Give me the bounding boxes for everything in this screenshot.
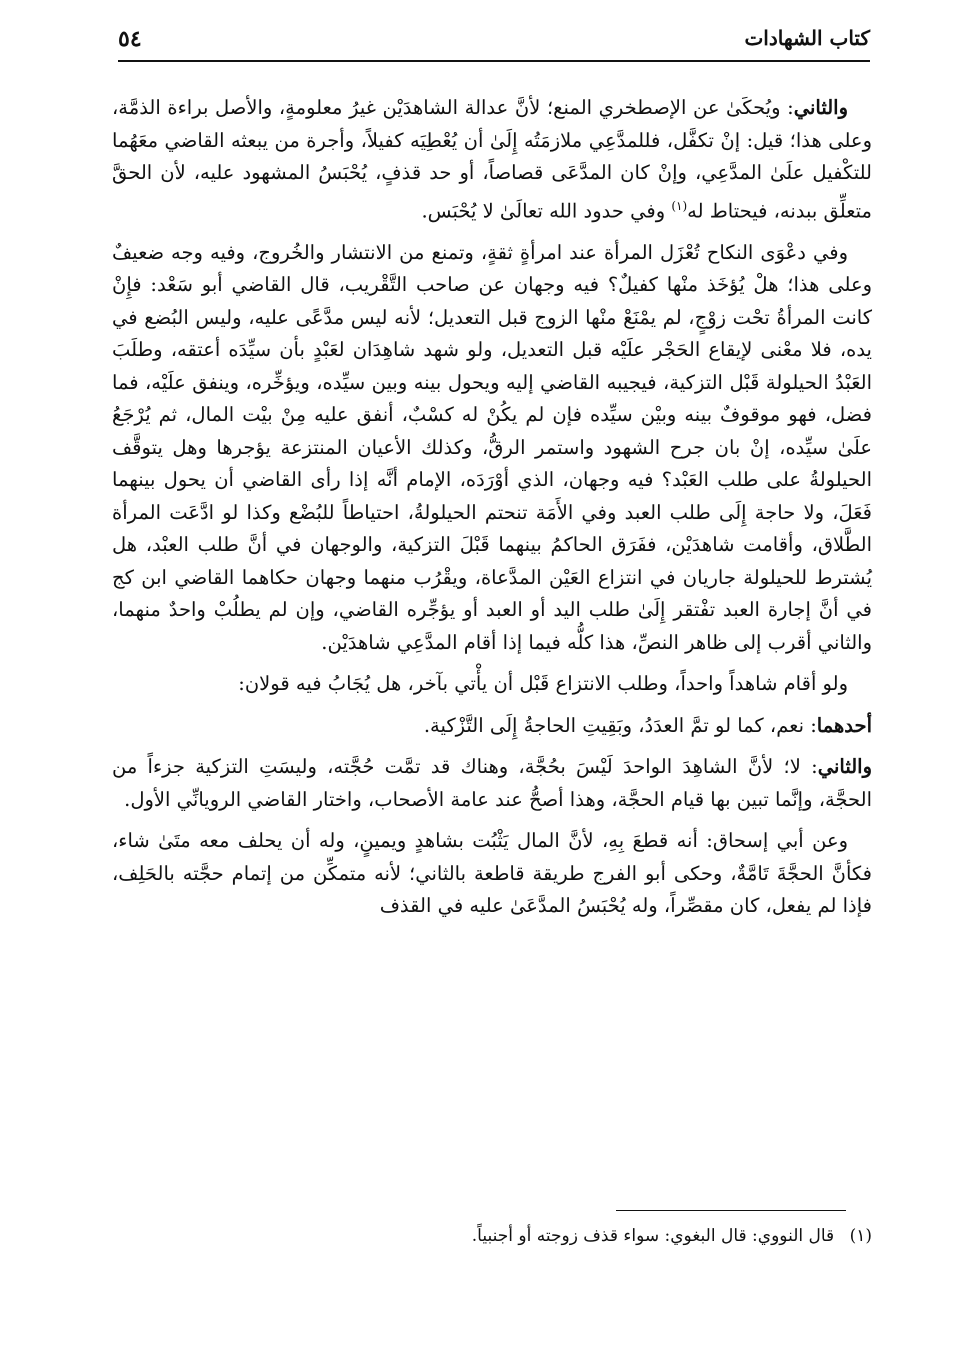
paragraph-text: وفي دعْوَى النكاح تُعْزَل المرأة عند امرأةٍ ثقةٍ، وتمنع من الانتشار والخُروج، وفيه وجه ضعيفٌ وعلى هذا؛ هلْ يُؤخَذ منْها كفيلٌ؟ فيه وجهان عن صاحب التَّقْريب، قال القاضي أبو سَعْد: فإِنْ كانت المرأةُ تحْت زوْجٍ، لم يمْنَعْ منْها الزوج قبل التعديل؛ لأنه ليس مدَّعًى عليه، وليس البُضع في يده، فلا معْنى لإيقاع الحَجْر علَيْه قبل التعديل، ولو شهد شاهِدَان لعَبْدٍ بأن سيِّدَه أعتقه، وطلَبَ العَبْدُ الحيلولة قَبْل التزكية، فيجيبه القاضي إليه ويحول بينه وبين سيِّده، ويؤخِّره، وينفق علَيْه، فما فضل، فهو موقوفٌ بينه وبيْن سيِّده فإن لم يكُنْ له كسْبٌ، أنفق عليه مِنْ بيْت المال، ثم يُرْجَعُ علَىٰ سيِّده، إنْ بان جرح الشهود واستمر الرقُّ، وكذلك الأعيان المنتزعة يؤجرها وهل يتوقَّف الحيلولةُ على طلب العَبْد؟ فيه وجهان، الذي أوْرَدَه، الإمام أنَّه إذا رأى القاضي أن يحول بينهما فَعَلَ، ولا حاجة إِلَى طلب العبد وفي الأَمَة تنحتم الحيلولةُ، احتياطاً للبُضْع وكذا لو ادَّعَت المرأة الطَّلاق، وأقامت شاهدَيْن، ففَرَق الحاكمُ بينهما قَبْلَ التزكية، والوجهان في أنَّ طلب العبْد، هل يُشترط للحيلولة جاريان في انتزاع العَيْن المدَّعاة، ويقْرُب منهما وجهان حكاهما القاضي ابن كج في أنَّ إجارة العبد تفْتقر إِلَىٰ طلب اليد أو العبد أو يؤجِّره القاضي، وإن لم يطلُبْ واحدٌ منهما، والثاني أقرب إلى ظاهر النصِّ، هذا كلُّه فيما إذا أقام المدَّعِي شاهدَيْن. [112, 240, 872, 654]
footnote-text: قال النووي: قال البغوي: سواء قذف زوجته أو أجنبياً. [471, 1226, 835, 1246]
paragraph-text: ولو أقام شاهداً واحداً، وطلب الانتزاع قَبْل أن يأْتي بآخر، هل يُجَابُ فيه قولان: [238, 672, 848, 695]
paragraph-4 [112, 710, 872, 743]
chapter-title: كتاب الشهادات [744, 26, 870, 50]
paragraph-text: : نعم، كما لو تمَّ العدَدُ، وبَقِيتِ الحاجةُ إِلَى التَّزْكية. [423, 713, 817, 737]
paragraph-text: : لا؛ لأنَّ الشاهِدَ الواحدَ لَيْسَ بحُجَّة، وهناك قد تمَّت حُجَّته، وليسَتِ التزكية جزءاً من الحجَّة، وإنَّما تبين بها قيام الحجَّة، وهذا أصحُّ عند عامة الأصحاب، واختار القاضي الرويانِّي الأول. [112, 755, 872, 811]
paragraph-6 [112, 825, 872, 923]
paragraph-3 [112, 668, 872, 701]
running-header [118, 26, 870, 62]
paragraph-tail: وفي حدود الله تعالَىٰ لا يُحْبَس. [421, 199, 672, 222]
paragraph-text: وعن أبي إسحاق: أنه قطعَ بِهِ، لأنَّ المال يَثْبُت بشاهدٍ ويمينٍ، وله أن يحلف معه متَىٰ شاء، فكأنَّ الحجَّةَ تَامَّةٌ، وحكى أبو الفرج طريقة قاطعة بالثاني؛ لأنه متمكِّن من إتمام حجَّته بالحَلِف، فإذا لم يفعل، كان مقصِّراً، وله يُحْبَسُ المدَّعَىٰ عليه في القذف [112, 829, 872, 917]
footnote [112, 1222, 872, 1250]
footnote-reference: (١) [671, 198, 688, 213]
paragraph-text: : ويُحكَىٰ عن الإصطخري المنع؛ لأنَّ عدالة الشاهدَيْن غيرُ معلومةٍ، والأصل براءة الذمَّة، وعلى هذا؛ قيل: إنْ تكفَّل، فللمدَّعِي ملازمَتُه إِلَىٰ أن يُعْطِيَه كفيلاً، وأجرة من يبعثه القاضي معَهُما للتكْفيل علَىٰ المدَّعِي، وإنْ كان المدَّعَى قصاصاً، أو حد قذفٍ، يُحْبَسُ المشهود عليه، لأن الحقَّ متعلِّق ببدنه، فيحتاط له [112, 96, 872, 222]
main-text [112, 92, 872, 932]
paragraph-lead: والثاني [817, 755, 872, 778]
paragraph-2 [112, 237, 872, 660]
paragraph-1 [112, 92, 872, 228]
paragraph-lead: والثاني [793, 96, 848, 119]
page-number: ٥٤ [118, 26, 142, 52]
footnote-marker: (١) [849, 1226, 872, 1246]
paragraph-5 [112, 751, 872, 816]
paragraph-lead: أحدهما [816, 713, 872, 737]
